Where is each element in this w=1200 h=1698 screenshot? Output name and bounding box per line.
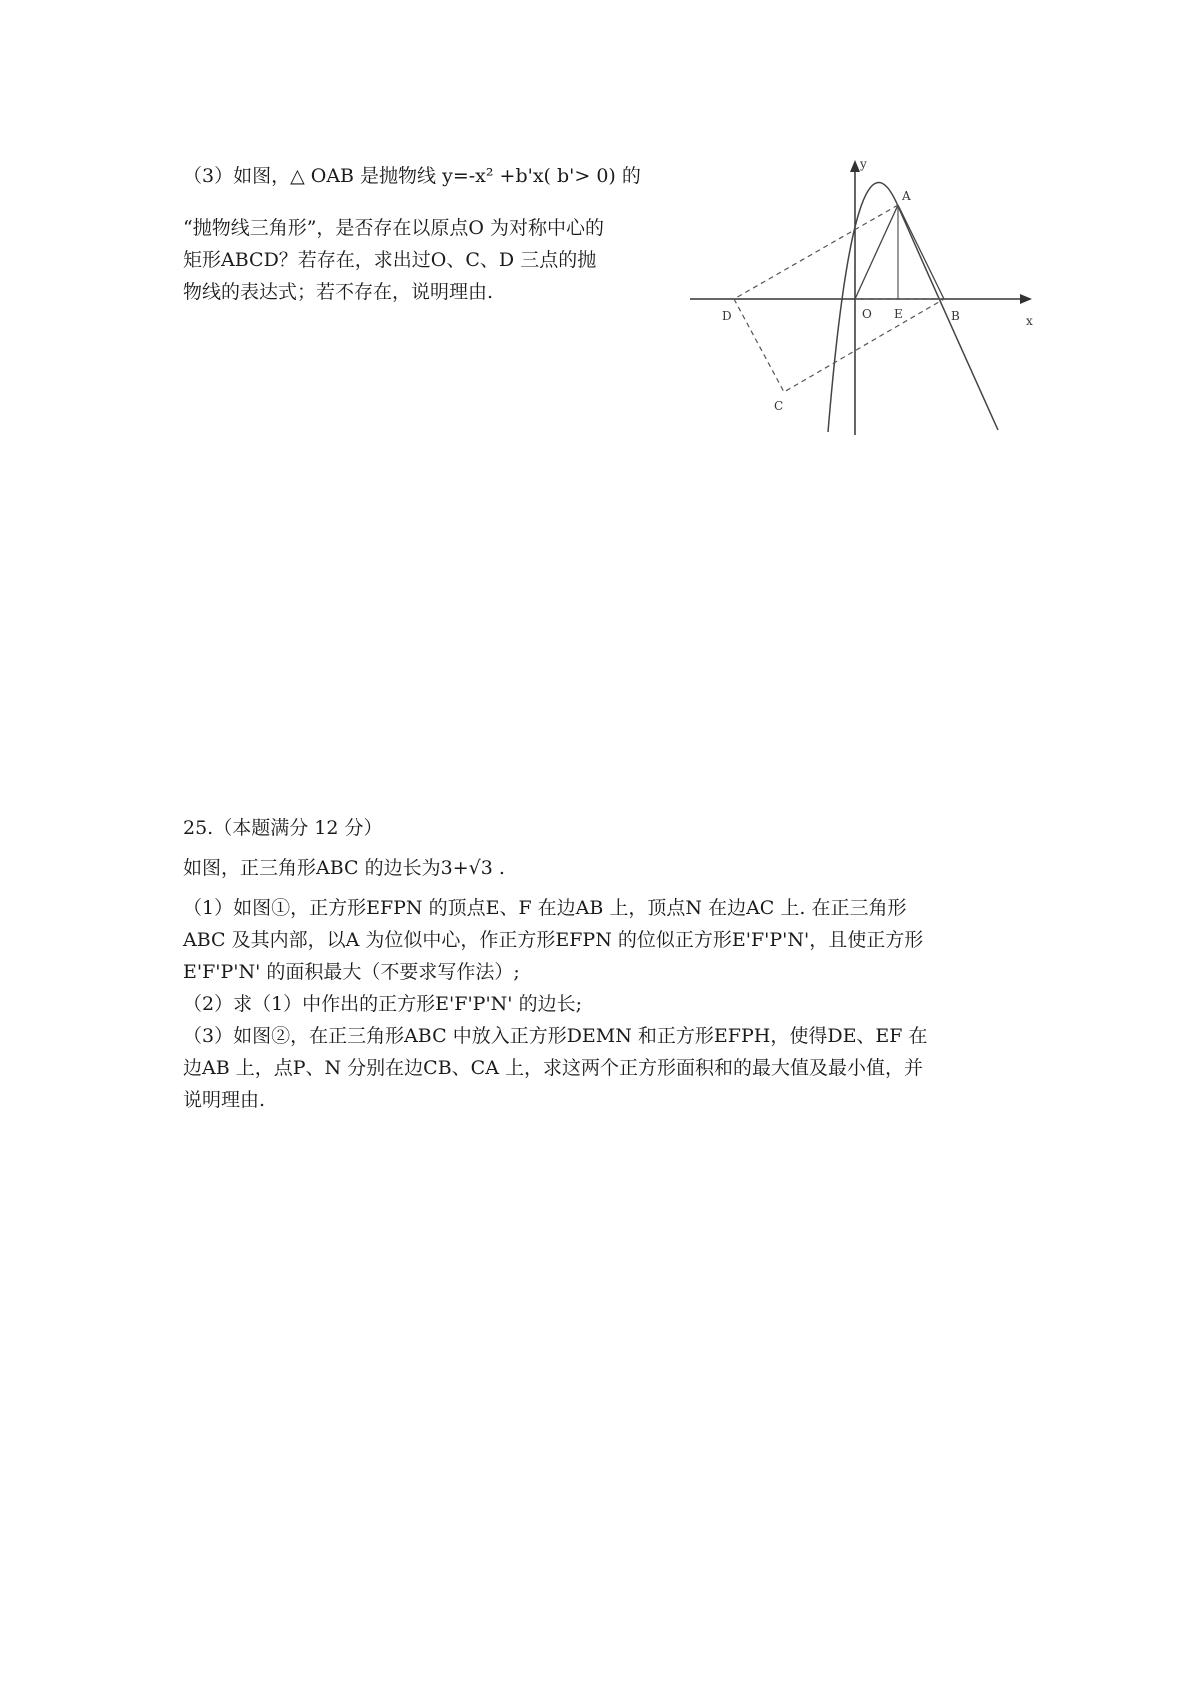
part3-line-3: 矩形ABCD？若存在，求出过O、C、D 三点的抛 [183,249,597,271]
q25-part1-line1: （1）如图①，正方形EFPN 的顶点E、F 在边AB 上，顶点N 在边AC 上. 在正三角形 [183,897,907,919]
part3-line-2: “抛物线三角形”，是否存在以原点O 为对称中心的 [183,217,605,239]
label-x: x [1026,314,1033,328]
y-axis-arrow-icon [850,160,860,172]
x-axis-arrow-icon [1020,294,1032,304]
parabola-curve [828,183,998,432]
label-y: y [860,160,867,171]
q25-part3-line2: 边AB 上，点P、N 分别在边CB、CA 上，求这两个正方形面积和的最大值及最小值，并 [183,1057,923,1079]
part3-line-4: 物线的表达式；若不存在，说明理由. [183,281,494,303]
label-A: A [902,189,911,203]
part3-line-1: （3）如图，△ OAB 是抛物线 y=-x² +b'x( b'> 0) 的 [183,165,641,187]
label-D: D [722,309,732,323]
q25-header: 25.（本题满分 12 分） [183,817,383,839]
q25-intro: 如图，正三角形ABC 的边长为3+√3 . [183,857,505,879]
label-C: C [774,399,784,413]
segment-OA [855,205,898,299]
q25-part3-line1: （3）如图②，在正三角形ABC 中放入正方形DEMN 和正方形EFPH，使得DE、EF 在 [183,1025,928,1047]
parabola-rectangle-figure [690,160,1070,480]
label-B: B [951,309,960,323]
label-E: E [894,307,903,321]
q25-part1-line3: E'F'P'N' 的面积最大（不要求写作法）; [183,961,520,983]
q25-part2: （2）求（1）中作出的正方形E'F'P'N' 的边长; [183,993,582,1015]
part3-question [183,160,663,308]
question-25 [183,812,1023,1116]
q25-part1-line2: ABC 及其内部，以A 为位似中心，作正方形EFPN 的位似正方形E'F'P'N'，且使正方形 [183,929,924,951]
segment-AB [898,205,944,299]
q25-part3-line3: 说明理由. [183,1089,266,1111]
label-O: O [862,307,872,321]
